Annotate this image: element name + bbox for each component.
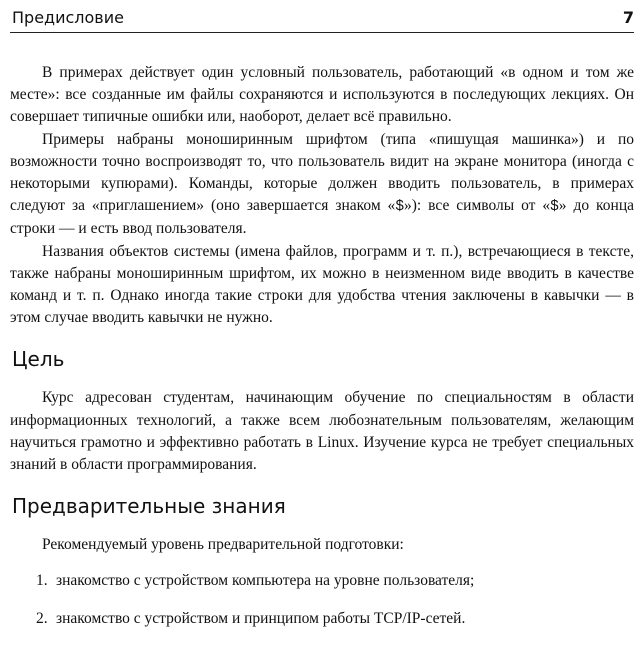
paragraph-object-names: Названия объектов системы (имена файлов, программ и т. п.), встречающиеся в тексте, также набраны моноширинным шрифтом, их можно в неизменном виде вводить в качестве команд и т. п. Однако иногда такие строки для удобства чтения заключены в кавычки — в этом случае вводить кавычки не нужно. — [10, 242, 634, 327]
list-item — [10, 608, 634, 630]
section-heading-prerequisites: Предварительные знания — [12, 494, 286, 519]
page-body — [10, 62, 634, 645]
running-header-title: Предисловие — [12, 8, 124, 27]
paragraph-part: Примеры набраны моноширинным шрифтом (типа «пишущая машинка») и по возможности точно воспроизводят то, что пользователь видит на экране монитора (иногда с некоторыми купюрами). Команды, которые должен вводить пользователь, в примерах следуют за «приглашением» (оно завершается знаком « — [10, 130, 634, 215]
prerequisites-list — [10, 570, 634, 629]
list-item-number: 1. — [36, 572, 48, 590]
paragraph-examples-user: В примерах действует один условный пользователь, работающий «в одном и том же месте»: все созданные им файлы сохраняются и используются в последующих лекциях. Он совершает типичные ошибки или, наоборот, делает всё правильно. — [10, 64, 634, 126]
paragraph-goal: Курс адресован студентам, начинающим обучение по специальностям в области информационных технологий, а также всем любознательным пользователям, желающим научиться грамотно и эффективно работать в Linux. Изучение курса не требует специальных знаний в области программирования. — [10, 389, 634, 474]
paragraph-examples-monospace — [10, 129, 634, 241]
list-item-text: знакомство с устройством компьютера на уровне пользователя; — [56, 572, 475, 590]
page-number: 7 — [622, 8, 634, 27]
list-item — [10, 570, 634, 592]
list-item-text: знакомство с устройством и принципом работы TCP/IP-сетей. — [56, 609, 466, 627]
paragraph-prerequisites-intro: Рекомендуемый уровень предварительной подготовки: — [42, 536, 404, 554]
header-rule — [10, 32, 634, 33]
paragraph-part: » до конца строки — и есть ввод пользователя. — [10, 197, 635, 238]
section-heading-goal: Цель — [12, 347, 65, 372]
running-header — [10, 6, 634, 30]
prompt-symbol: $ — [395, 199, 405, 216]
prompt-symbol: $ — [550, 199, 559, 216]
paragraph-part: »): все символы от « — [404, 197, 551, 215]
list-item-number: 2. — [36, 609, 48, 627]
document-page — [10, 0, 635, 627]
